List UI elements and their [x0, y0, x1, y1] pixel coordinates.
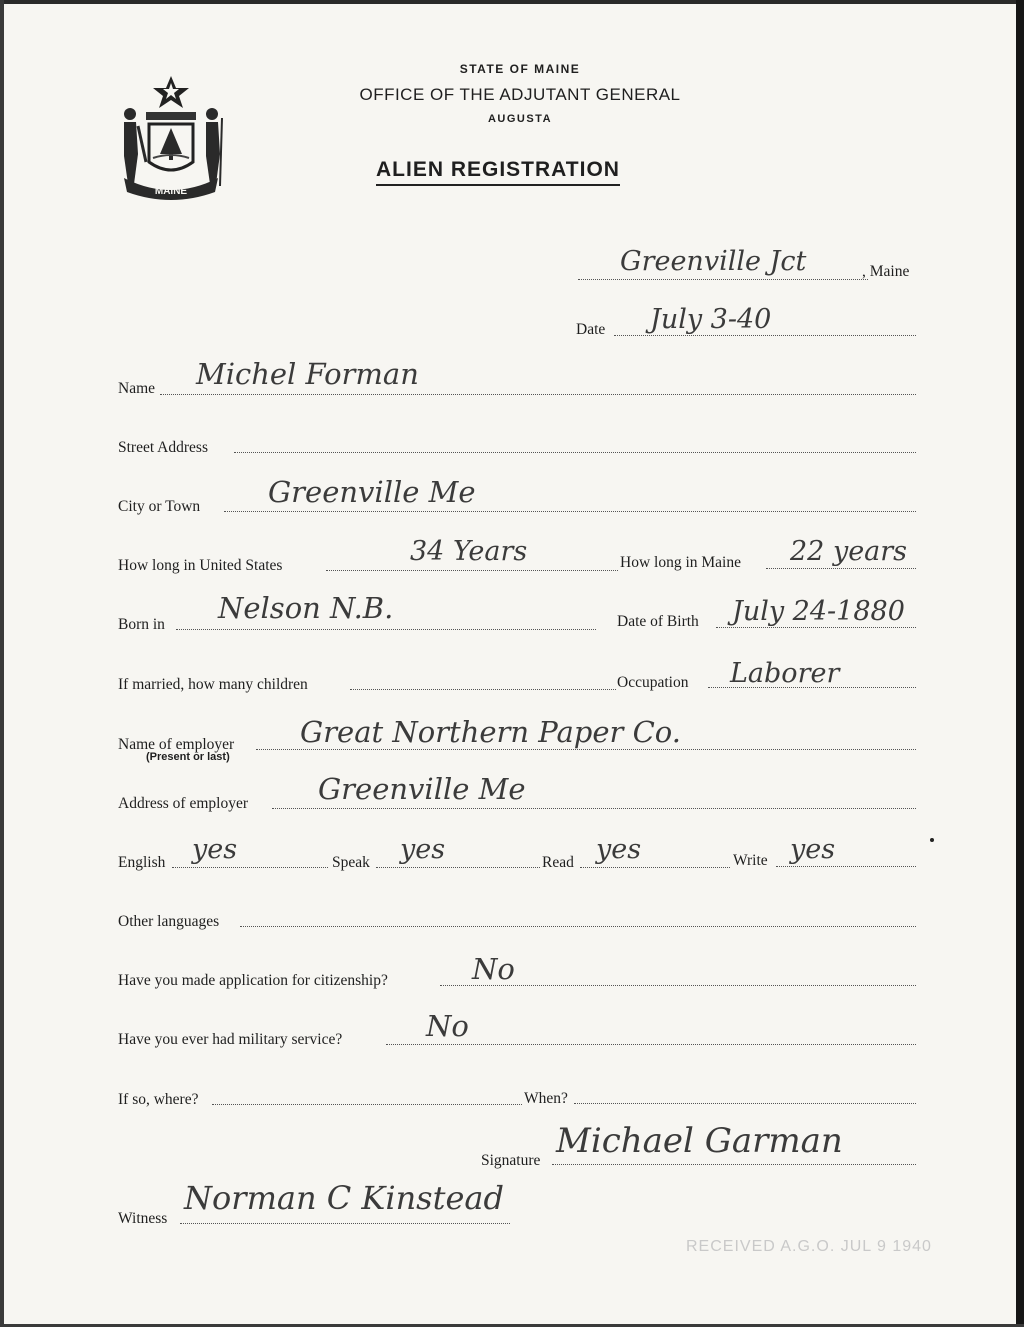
maine-duration-value: 22 years: [790, 536, 908, 567]
scan-edge-top: [0, 0, 1024, 4]
children-label: If married, how many children: [118, 676, 308, 693]
location-value: Greenville Jct: [620, 246, 807, 277]
state-heading: STATE OF MAINE: [459, 62, 581, 76]
employer-sublabel: (Present or last): [146, 751, 230, 763]
military-label: Have you ever had military service?: [118, 1031, 343, 1048]
when-line: [574, 1103, 916, 1104]
occupation-label: Occupation: [617, 674, 689, 691]
where-line: [212, 1104, 522, 1105]
citizenship-label: Have you made application for citizenship?: [118, 972, 388, 989]
maine-duration-line: [766, 568, 916, 569]
scan-edge-right: [1016, 0, 1024, 1327]
signature-line: [552, 1164, 916, 1165]
witness-value: Norman C Kinstead: [184, 1179, 504, 1217]
name-value: Michel Forman: [196, 357, 419, 391]
other-languages-line: [240, 926, 916, 927]
name-label: Name: [118, 380, 156, 397]
date-label: Date: [576, 321, 606, 338]
employer-address-line: [272, 808, 916, 809]
location-suffix: , Maine: [862, 263, 910, 280]
street-line: [234, 452, 916, 453]
when-label: When?: [524, 1090, 568, 1107]
date-value: July 3-40: [650, 304, 772, 335]
signature-value: Michael Garman: [556, 1121, 843, 1161]
english-line: [172, 867, 328, 868]
birth-date-value: July 24-1880: [732, 596, 905, 627]
employer-address-value: Greenville Me: [318, 772, 526, 806]
city-heading: AUGUSTA: [487, 113, 553, 125]
speak-label: Speak: [332, 854, 370, 871]
city-town-label: City or Town: [118, 498, 201, 515]
citizenship-value: No: [472, 952, 515, 986]
us-duration-value: 34 Years: [410, 536, 528, 567]
english-value: yes: [192, 834, 238, 865]
born-value: Nelson N.B.: [218, 591, 394, 625]
seal-text: MAINE: [154, 186, 188, 197]
date-line: [614, 335, 916, 336]
read-line: [580, 867, 730, 868]
us-duration-label: How long in United States: [118, 557, 283, 574]
other-languages-label: Other languages: [118, 913, 220, 930]
street-label: Street Address: [118, 439, 208, 456]
write-line: [776, 866, 916, 867]
scan-edge-left: [0, 0, 4, 1327]
form-title: ALIEN REGISTRATION: [376, 158, 620, 186]
signature-label: Signature: [481, 1152, 541, 1169]
maine-seal-icon: [116, 74, 226, 200]
born-line: [176, 629, 596, 630]
city-town-value: Greenville Me: [268, 475, 476, 509]
occupation-value: Laborer: [730, 658, 840, 689]
speak-value: yes: [400, 834, 446, 865]
location-line: [578, 279, 868, 280]
military-line: [386, 1044, 916, 1045]
employer-address-label: Address of employer: [118, 795, 248, 812]
children-line: [350, 689, 616, 690]
city-town-line: [224, 511, 916, 512]
speak-line: [376, 867, 540, 868]
read-label: Read: [542, 854, 574, 871]
us-duration-line: [326, 570, 618, 571]
where-label: If so, where?: [118, 1091, 199, 1108]
witness-label: Witness: [118, 1210, 168, 1227]
employer-label: Name of employer: [118, 736, 235, 753]
birth-date-line: [716, 627, 916, 628]
employer-value: Great Northern Paper Co.: [300, 715, 681, 749]
read-value: yes: [596, 834, 642, 865]
ink-speck: [930, 838, 934, 842]
english-label: English: [118, 854, 166, 871]
military-value: No: [426, 1009, 469, 1043]
birth-date-label: Date of Birth: [617, 613, 699, 630]
office-heading: OFFICE OF THE ADJUTANT GENERAL: [359, 85, 681, 104]
name-line: [160, 394, 916, 395]
write-label: Write: [733, 852, 768, 869]
write-value: yes: [790, 834, 836, 865]
witness-line: [180, 1223, 510, 1224]
maine-duration-label: How long in Maine: [620, 554, 741, 571]
employer-line: [256, 749, 916, 750]
born-label: Born in: [118, 616, 165, 633]
received-stamp: RECEIVED A.G.O. JUL 9 1940: [686, 1238, 932, 1255]
